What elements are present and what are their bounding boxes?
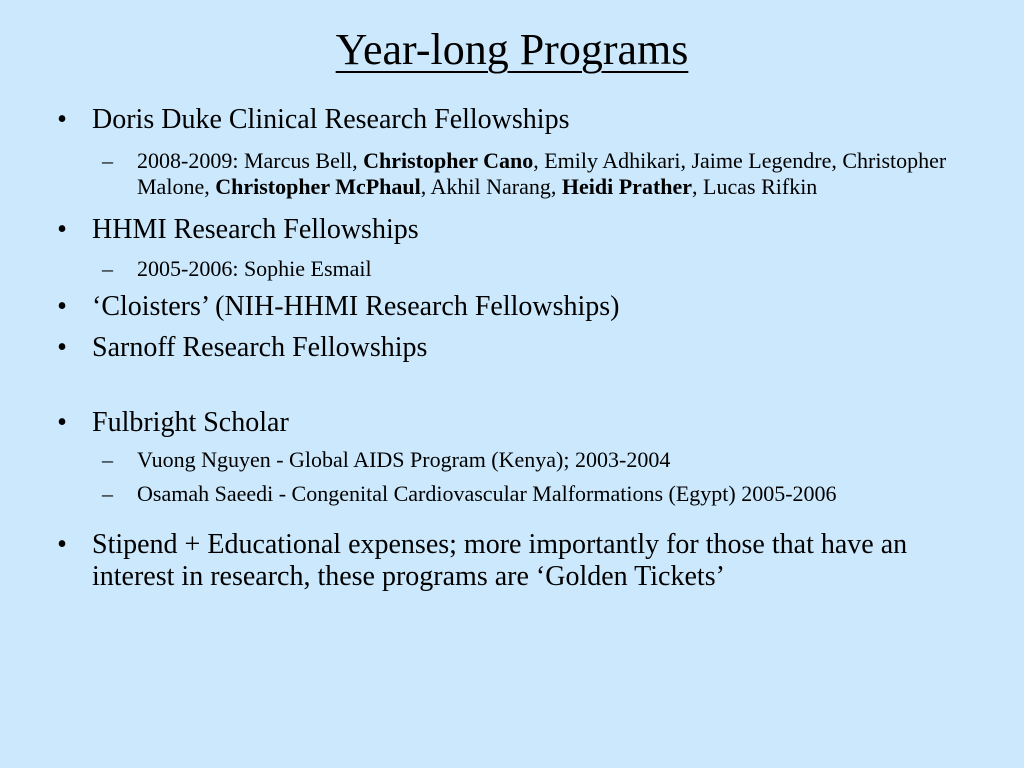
- sub-text-part: , Lucas Rifkin: [692, 174, 818, 199]
- slide-body: [52, 104, 982, 593]
- sub-item-fulbright-nguyen: [52, 447, 947, 473]
- bullet-text: Doris Duke Clinical Research Fellowships: [92, 104, 570, 135]
- sub-text: [137, 148, 946, 199]
- bullet-item-stipend: [52, 529, 982, 593]
- dash-icon: –: [102, 256, 113, 281]
- bullet-icon: •: [57, 529, 67, 560]
- bullet-icon: •: [57, 407, 67, 438]
- bullet-item-sarnoff: [52, 332, 982, 364]
- bullet-text: HHMI Research Fellowships: [92, 214, 419, 245]
- bullet-text: ‘Cloisters’ (NIH-HHMI Research Fellowships): [92, 291, 620, 322]
- bullet-item-cloisters: [52, 291, 982, 323]
- bullet-icon: •: [57, 291, 67, 322]
- sub-text: 2005-2006: Sophie Esmail: [137, 256, 372, 281]
- sub-item-hhmi-2005: [52, 256, 947, 282]
- dash-icon: –: [102, 447, 113, 472]
- sub-item-fulbright-saeedi: [52, 481, 947, 507]
- bullet-item-hhmi: [52, 214, 982, 246]
- bullet-item-doris-duke: [52, 104, 982, 136]
- sub-text: Vuong Nguyen - Global AIDS Program (Kenya); 2003-2004: [137, 447, 671, 472]
- sub-text-part: , Akhil Narang,: [420, 174, 562, 199]
- bullet-text: Fulbright Scholar: [92, 407, 289, 438]
- sub-text-bold: Heidi Prather: [561, 174, 693, 199]
- sub-text-part: 2008-2009: Marcus Bell,: [137, 148, 364, 173]
- bullet-icon: •: [57, 332, 67, 363]
- dash-icon: –: [102, 481, 113, 506]
- bullet-item-fulbright: [52, 407, 982, 439]
- bullet-icon: •: [57, 214, 67, 245]
- sub-text: Osamah Saeedi - Congenital Cardiovascular Malformations (Egypt) 2005-2006: [137, 481, 837, 506]
- sub-text-part: , Emily Adhikari, Jaime Legendre, Christopher Malone,: [137, 148, 947, 199]
- sub-item-doris-duke-2008: [52, 148, 947, 200]
- slide-title: Year-long Programs: [335, 25, 689, 74]
- bullet-text: Stipend + Educational expenses; more importantly for those that have an interest in research, these programs are ‘Golden Tickets’: [92, 529, 908, 592]
- sub-text-bold: Christopher Cano: [363, 148, 534, 173]
- bullet-icon: •: [57, 104, 67, 135]
- bullet-text: Sarnoff Research Fellowships: [92, 332, 428, 363]
- sub-text-bold: Christopher McPhaul: [215, 174, 421, 199]
- dash-icon: –: [102, 148, 113, 173]
